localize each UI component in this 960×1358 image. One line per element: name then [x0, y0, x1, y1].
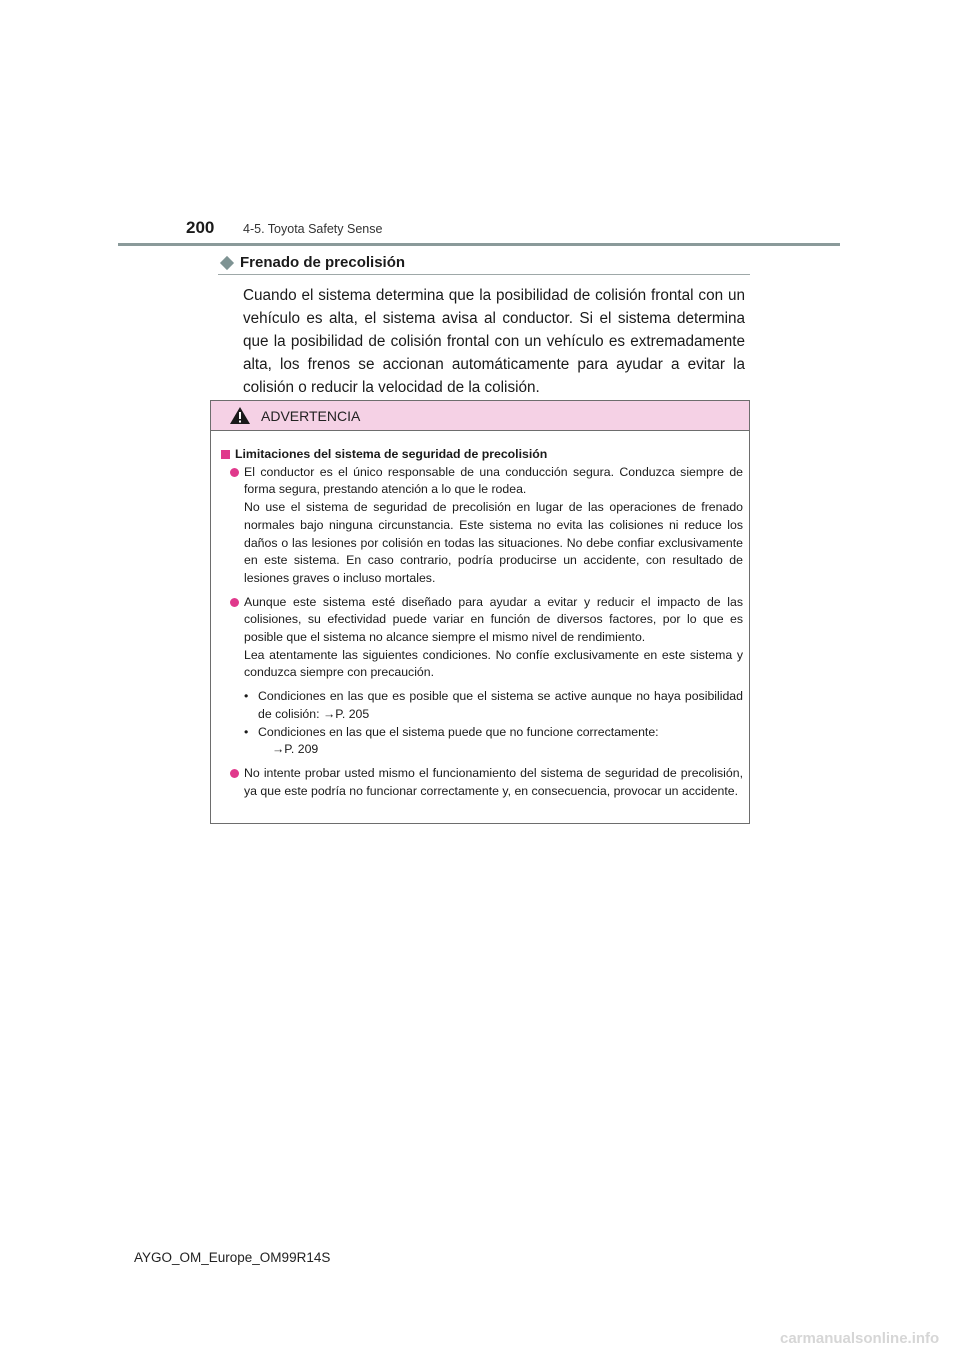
bullet-paragraph: No intente probar usted mismo el funcionamiento del sistema de seguridad de precolisión, ya que este podría no funcionar correctamente y, en consecuencia, provocar un accidente.	[244, 765, 743, 798]
warning-header	[211, 401, 749, 431]
sub-item-text: Condiciones en las que el sistema puede que no funcione correctamente:	[258, 724, 659, 739]
page-reference-link[interactable]: →P. 205	[322, 706, 370, 721]
square-bullet-icon	[221, 450, 230, 459]
dot-bullet-icon: •	[244, 689, 249, 704]
warning-label: ADVERTENCIA	[261, 407, 361, 424]
warning-bullet	[221, 594, 743, 759]
diamond-icon	[220, 255, 234, 269]
footer-code: AYGO_OM_Europe_OM99R14S	[134, 1250, 331, 1265]
intro-paragraph: Cuando el sistema determina que la posibilidad de colisión frontal con un vehículo es alta, el sistema avisa al conductor. Si el sistema determina que la posibilidad de colisión frontal con un vehículo es extremadamente alta, los frenos se accionan automáticamente para ayudar a evitar la colisión o reducir la velocidad de la colisión.	[243, 287, 745, 396]
warning-bullet	[221, 765, 743, 800]
circle-bullet-icon	[230, 769, 239, 778]
bullet-paragraph: Lea atentamente las siguientes condiciones. No confíe exclusivamente en este sistema y conduzca siempre con precaución.	[244, 647, 743, 680]
warning-title	[221, 446, 743, 464]
subheading-title: Frenado de precolisión	[240, 254, 406, 271]
sub-item	[244, 724, 743, 759]
section-title: 4-5. Toyota Safety Sense	[243, 222, 383, 236]
page-number: 200	[186, 218, 215, 237]
header-rule	[118, 243, 840, 246]
warning-box	[210, 400, 750, 824]
sub-item-text: Condiciones en las que es posible que el sistema se active aunque no haya posibilidad de colisión:	[258, 689, 743, 721]
circle-bullet-icon	[230, 468, 239, 477]
warning-body	[211, 431, 749, 800]
bullet-paragraph: No use el sistema de seguridad de precolisión en lugar de las operaciones de frenado normales bajo ninguna circunstancia. Este sistema no evita las colisiones ni reduce los daños o las lesiones por colisión en todas las situaciones. No debe confiar exclusivamente en este sistema. En caso contrario, podría producirse un accidente, con resultado de lesiones graves o incluso mortales.	[244, 500, 743, 585]
dot-bullet-icon: •	[244, 724, 249, 739]
bullet-paragraph: El conductor es el único responsable de una conducción segura. Conduzca siempre de forma segura, prestando atención a lo que le rodea.	[244, 464, 743, 497]
circle-bullet-icon	[230, 598, 239, 607]
warning-triangle-icon	[229, 406, 251, 425]
subheading	[218, 254, 750, 275]
sub-list	[244, 688, 743, 759]
watermark: carmanualsonline.info	[780, 1330, 940, 1347]
warning-title-text: Limitaciones del sistema de seguridad de precolisión	[235, 447, 548, 461]
sub-item	[244, 688, 743, 723]
page-reference-link[interactable]: →P. 209	[272, 742, 319, 757]
bullet-paragraph: Aunque este sistema esté diseñado para ayudar a evitar y reducir el impacto de las colisiones, su efectividad puede variar en función de diversos factores, por lo que es posible que el sistema no alcance siempre el mismo nivel de rendimiento.	[244, 594, 743, 645]
warning-bullet	[221, 464, 743, 588]
